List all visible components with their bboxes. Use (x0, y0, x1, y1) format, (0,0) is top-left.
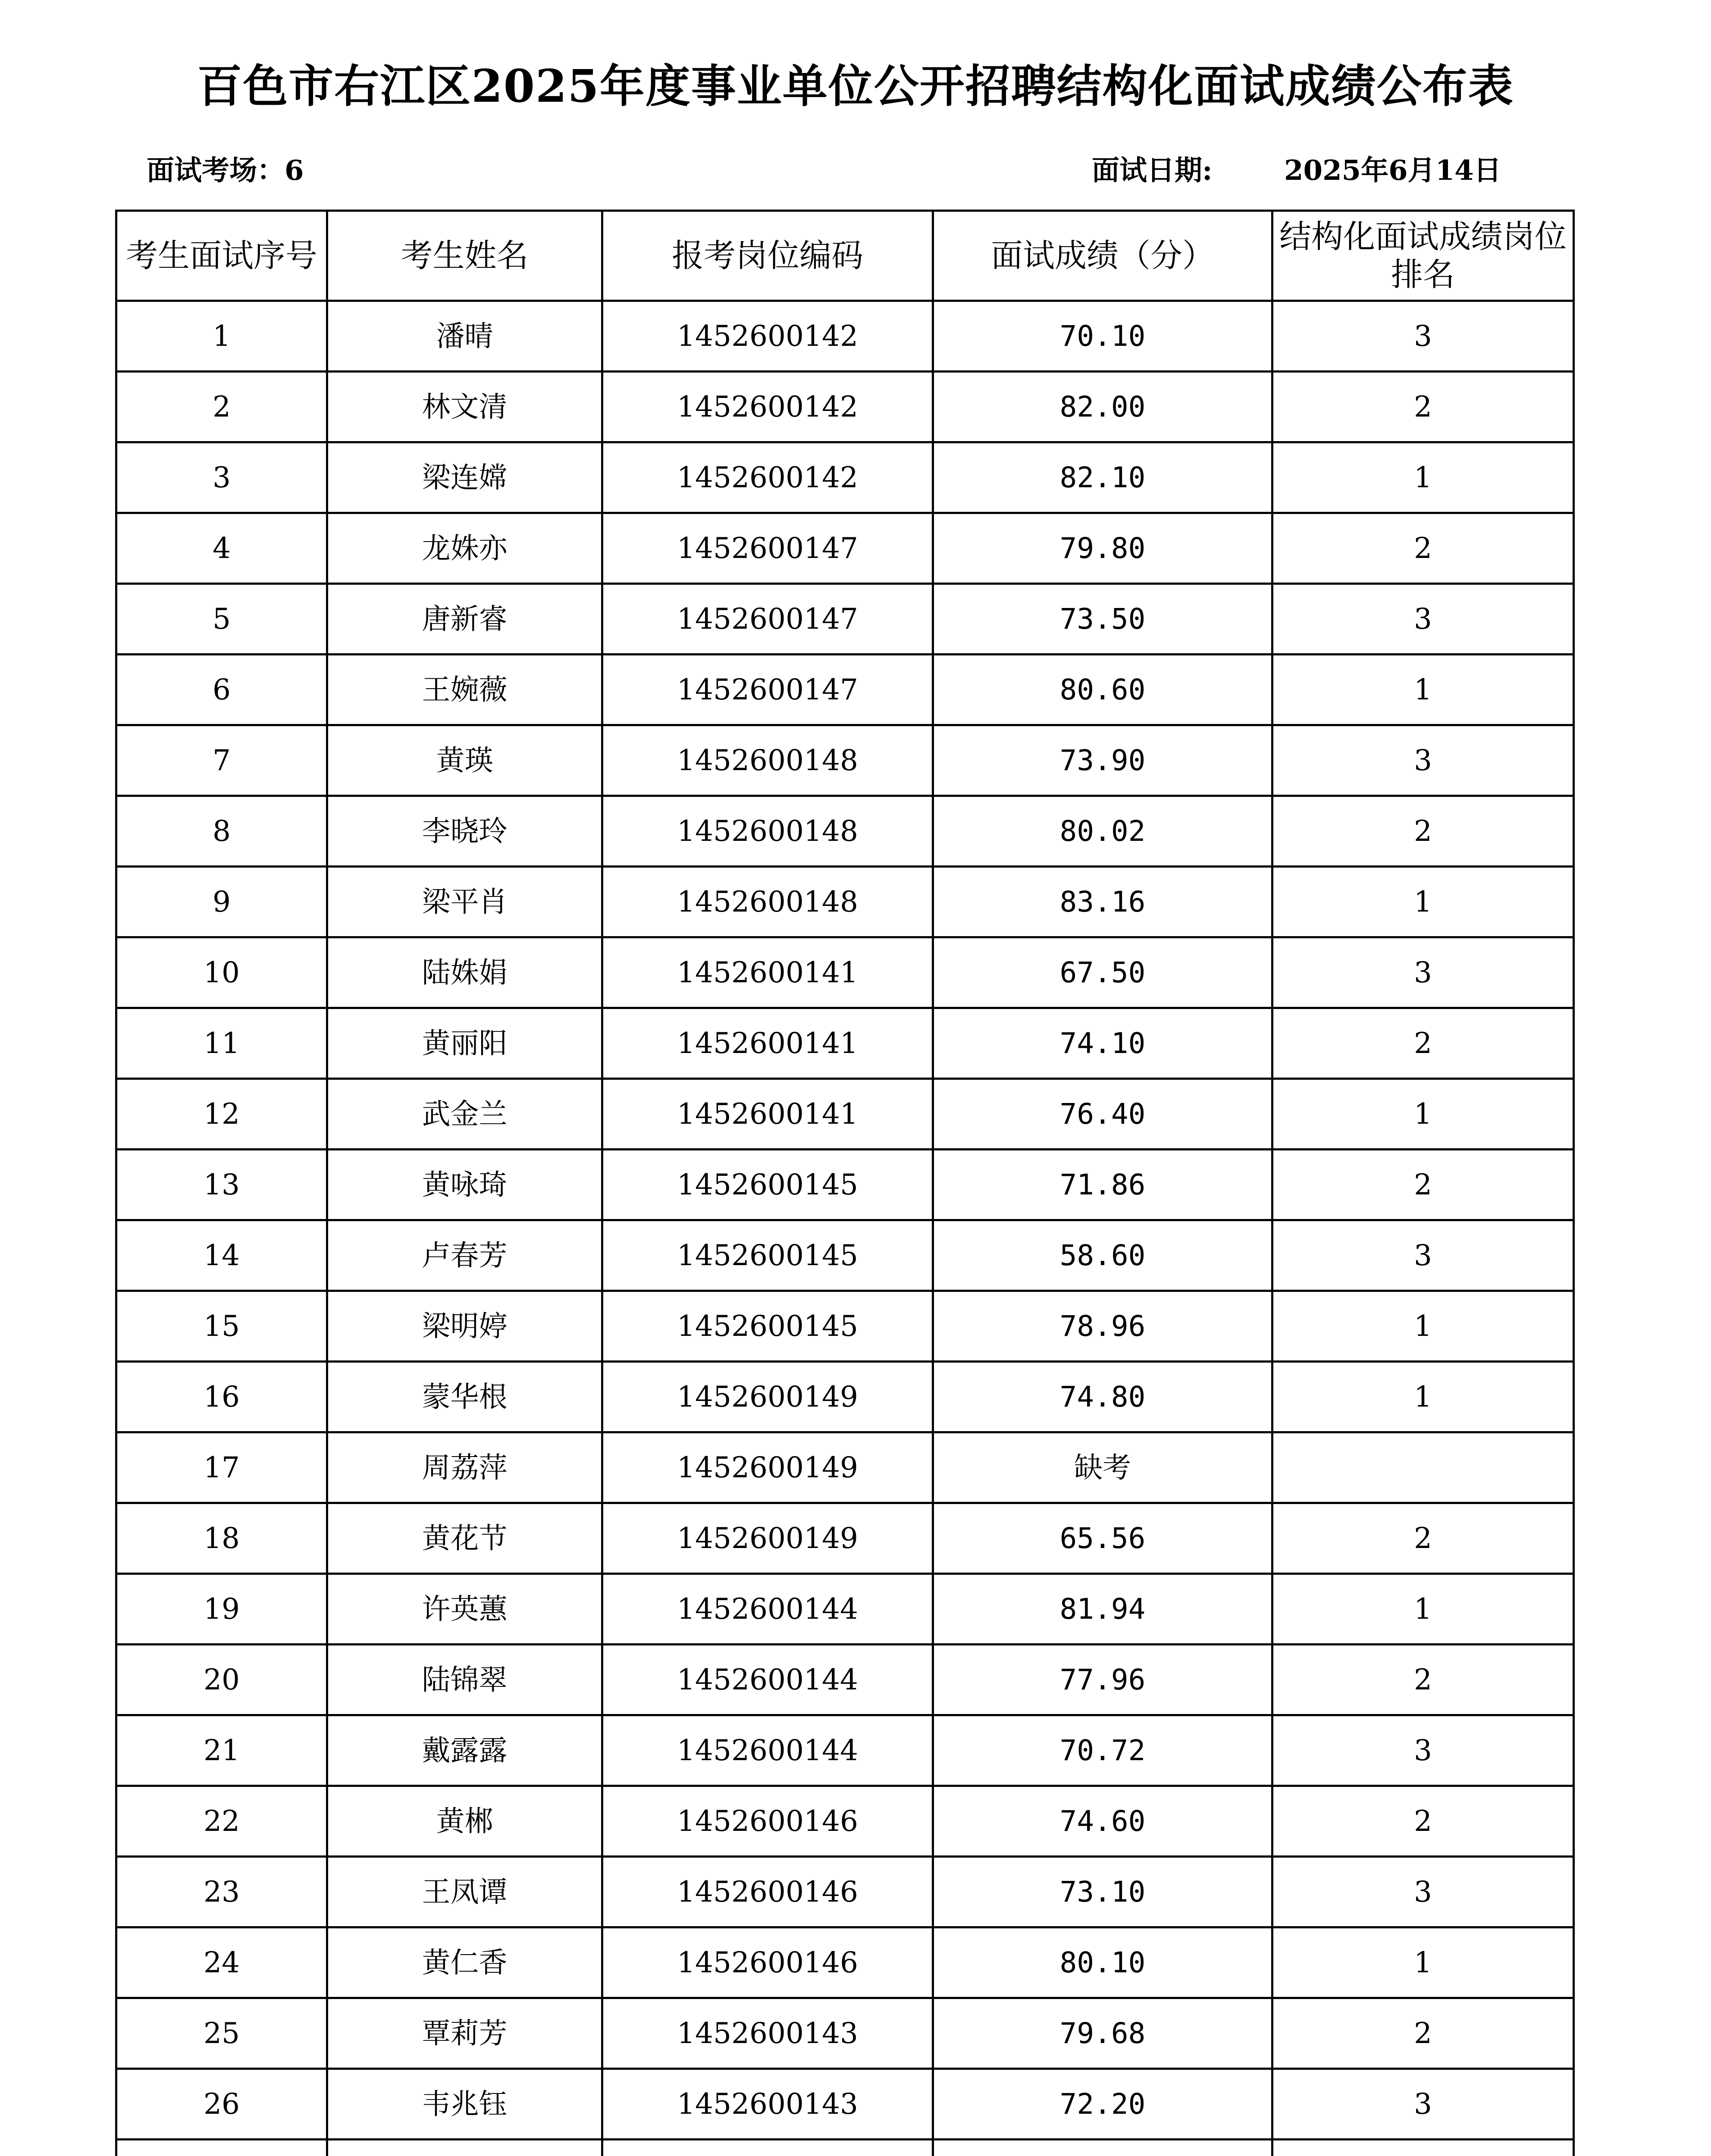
cell-seq: 4 (116, 513, 327, 584)
cell-rank: 1 (1272, 867, 1574, 937)
cell-score: 67.50 (933, 937, 1272, 1008)
cell-rank: 3 (1272, 1715, 1574, 1786)
score-table (115, 210, 1575, 2156)
cell-rank: 2 (1272, 796, 1574, 867)
cell-rank: 1 (1272, 1291, 1574, 1362)
table-row (116, 442, 1574, 513)
cell-post-code: 1452600141 (602, 1079, 933, 1150)
table-row (116, 513, 1574, 584)
cell-name: 李晓玲 (327, 796, 602, 867)
cell-score: 73.90 (933, 725, 1272, 796)
cell-score: 70.10 (933, 301, 1272, 372)
table-row (116, 301, 1574, 372)
cell-score: 79.68 (933, 1998, 1272, 2069)
cell-name: 许英蕙 (327, 1574, 602, 1645)
cell-seq: 25 (116, 1998, 327, 2069)
cell-seq: 20 (116, 1645, 327, 1715)
cell-name: 黄仁香 (327, 1927, 602, 1998)
cell-rank: 2 (1272, 1786, 1574, 1857)
cell-score (933, 2140, 1272, 2156)
cell-seq: 17 (116, 1432, 327, 1503)
table-row (116, 2069, 1574, 2140)
cell-seq: 9 (116, 867, 327, 937)
cell-rank: 3 (1272, 1220, 1574, 1291)
cell-score: 78.96 (933, 1291, 1272, 1362)
header-seq: 考生面试序号 (116, 211, 327, 301)
header-name: 考生姓名 (327, 211, 602, 301)
cell-score: 79.80 (933, 513, 1272, 584)
cell-post-code: 1452600146 (602, 1786, 933, 1857)
cell-name: 周荔萍 (327, 1432, 602, 1503)
cell-rank: 3 (1272, 584, 1574, 655)
cell-post-code: 1452600147 (602, 655, 933, 725)
cell-rank: 3 (1272, 301, 1574, 372)
cell-rank: 1 (1272, 442, 1574, 513)
cell-post-code: 1452600148 (602, 725, 933, 796)
table-row (116, 1503, 1574, 1574)
cell-post-code: 1452600149 (602, 1503, 933, 1574)
cell-rank: 1 (1272, 1574, 1574, 1645)
interview-date-label: 面试日期: (1092, 154, 1213, 187)
cell-score: 76.40 (933, 1079, 1272, 1150)
cell-rank: 2 (1272, 513, 1574, 584)
cell-name: 韦兆钰 (327, 2069, 602, 2140)
table-row (116, 867, 1574, 937)
cell-rank: 3 (1272, 1857, 1574, 1927)
table-row (116, 1998, 1574, 2069)
cell-score: 81.94 (933, 1574, 1272, 1645)
cell-score: 77.96 (933, 1645, 1272, 1715)
table-row (116, 1432, 1574, 1503)
cell-rank: 1 (1272, 655, 1574, 725)
header-row (116, 211, 1574, 301)
cell-seq: 14 (116, 1220, 327, 1291)
cell-post-code: 1452600144 (602, 1574, 933, 1645)
cell-post-code: 1452600143 (602, 2069, 933, 2140)
cell-score: 缺考 (933, 1432, 1272, 1503)
table-row (116, 725, 1574, 796)
cell-seq: 16 (116, 1362, 327, 1432)
cell-post-code: 1452600149 (602, 1362, 933, 1432)
exam-room-label: 面试考场：6 (147, 154, 304, 187)
cell-score: 71.86 (933, 1150, 1272, 1220)
cell-rank: 1 (1272, 1079, 1574, 1150)
cell-score: 73.10 (933, 1857, 1272, 1927)
cell-rank (1272, 1432, 1574, 1503)
cell-score: 73.50 (933, 584, 1272, 655)
cell-score: 82.00 (933, 372, 1272, 442)
cell-seq: 10 (116, 937, 327, 1008)
cell-seq: 2 (116, 372, 327, 442)
cell-rank: 3 (1272, 937, 1574, 1008)
cell-post-code: 1452600142 (602, 301, 933, 372)
cell-score: 80.60 (933, 655, 1272, 725)
cell-name: 覃莉芳 (327, 1998, 602, 2069)
cell-score: 80.02 (933, 796, 1272, 867)
cell-seq: 1 (116, 301, 327, 372)
cell-post-code (602, 2140, 933, 2156)
cell-post-code: 1452600147 (602, 513, 933, 584)
cell-score: 70.72 (933, 1715, 1272, 1786)
cell-score: 83.16 (933, 867, 1272, 937)
cell-seq: 6 (116, 655, 327, 725)
cell-seq: 22 (116, 1786, 327, 1857)
cell-name: 潘晴 (327, 301, 602, 372)
cell-rank: 1 (1272, 1362, 1574, 1432)
cell-post-code: 1452600145 (602, 1291, 933, 1362)
cell-seq: 8 (116, 796, 327, 867)
table-row (116, 2140, 1574, 2156)
cell-rank: 3 (1272, 2069, 1574, 2140)
cell-seq: 23 (116, 1857, 327, 1927)
cell-rank: 2 (1272, 1645, 1574, 1715)
cell-post-code: 1452600144 (602, 1715, 933, 1786)
cell-seq: 3 (116, 442, 327, 513)
cell-post-code: 1452600147 (602, 584, 933, 655)
cell-seq: 18 (116, 1503, 327, 1574)
cell-name: 黄丽阳 (327, 1008, 602, 1079)
cell-rank: 2 (1272, 1008, 1574, 1079)
cell-name: 王婉薇 (327, 655, 602, 725)
cell-post-code: 1452600146 (602, 1927, 933, 1998)
cell-name: 梁明婷 (327, 1291, 602, 1362)
cell-score: 72.20 (933, 2069, 1272, 2140)
cell-post-code: 1452600148 (602, 796, 933, 867)
cell-seq: 12 (116, 1079, 327, 1150)
cell-name: 唐新睿 (327, 584, 602, 655)
cell-post-code: 1452600141 (602, 937, 933, 1008)
table-row (116, 796, 1574, 867)
cell-rank (1272, 2140, 1574, 2156)
cell-rank: 2 (1272, 372, 1574, 442)
table-body (116, 301, 1574, 2156)
table-row (116, 1079, 1574, 1150)
cell-score: 80.10 (933, 1927, 1272, 1998)
cell-post-code: 1452600141 (602, 1008, 933, 1079)
cell-post-code: 1452600145 (602, 1220, 933, 1291)
cell-name: 黄花节 (327, 1503, 602, 1574)
cell-score: 74.10 (933, 1008, 1272, 1079)
cell-seq: 15 (116, 1291, 327, 1362)
table-row (116, 1927, 1574, 1998)
header-post-code: 报考岗位编码 (602, 211, 933, 301)
table-row (116, 1786, 1574, 1857)
cell-score: 82.10 (933, 442, 1272, 513)
page-title: 百色市右江区2025年度事业单位公开招聘结构化面试成绩公布表 (197, 60, 1514, 113)
table-row (116, 372, 1574, 442)
cell-name: 卢春芳 (327, 1220, 602, 1291)
cell-name (327, 2140, 602, 2156)
cell-rank: 2 (1272, 1998, 1574, 2069)
cell-name: 黄咏琦 (327, 1150, 602, 1220)
interview-date-value: 2025年6月14日 (1284, 154, 1501, 187)
cell-name: 梁平肖 (327, 867, 602, 937)
cell-name: 武金兰 (327, 1079, 602, 1150)
cell-post-code: 1452600144 (602, 1645, 933, 1715)
cell-score: 58.60 (933, 1220, 1272, 1291)
cell-name: 蒙华根 (327, 1362, 602, 1432)
cell-name: 陆姝娟 (327, 937, 602, 1008)
header-rank: 结构化面试成绩岗位排名 (1272, 211, 1574, 301)
table-row (116, 1362, 1574, 1432)
table-row (116, 1150, 1574, 1220)
table-row (116, 1220, 1574, 1291)
table-row (116, 655, 1574, 725)
cell-seq: 7 (116, 725, 327, 796)
table-row (116, 1291, 1574, 1362)
cell-seq: 11 (116, 1008, 327, 1079)
cell-name: 戴露露 (327, 1715, 602, 1786)
cell-name: 梁连嫦 (327, 442, 602, 513)
cell-name: 林文清 (327, 372, 602, 442)
cell-name: 王凤谭 (327, 1857, 602, 1927)
table-row (116, 1715, 1574, 1786)
cell-seq: 13 (116, 1150, 327, 1220)
cell-score: 65.56 (933, 1503, 1272, 1574)
cell-seq (116, 2140, 327, 2156)
cell-score: 74.80 (933, 1362, 1272, 1432)
table-row (116, 1008, 1574, 1079)
cell-seq: 26 (116, 2069, 327, 2140)
cell-rank: 3 (1272, 725, 1574, 796)
cell-post-code: 1452600142 (602, 372, 933, 442)
cell-post-code: 1452600149 (602, 1432, 933, 1503)
header-score: 面试成绩（分） (933, 211, 1272, 301)
table-header (116, 211, 1574, 301)
cell-post-code: 1452600145 (602, 1150, 933, 1220)
cell-post-code: 1452600146 (602, 1857, 933, 1927)
table-row (116, 1574, 1574, 1645)
cell-name: 龙姝亦 (327, 513, 602, 584)
cell-score: 74.60 (933, 1786, 1272, 1857)
cell-seq: 24 (116, 1927, 327, 1998)
cell-seq: 5 (116, 584, 327, 655)
cell-post-code: 1452600148 (602, 867, 933, 937)
table-row (116, 1857, 1574, 1927)
cell-post-code: 1452600143 (602, 1998, 933, 2069)
table-row (116, 1645, 1574, 1715)
cell-post-code: 1452600142 (602, 442, 933, 513)
table-row (116, 937, 1574, 1008)
cell-rank: 2 (1272, 1503, 1574, 1574)
cell-seq: 19 (116, 1574, 327, 1645)
cell-rank: 2 (1272, 1150, 1574, 1220)
cell-name: 黄郴 (327, 1786, 602, 1857)
cell-name: 黄瑛 (327, 725, 602, 796)
cell-rank: 1 (1272, 1927, 1574, 1998)
cell-seq: 21 (116, 1715, 327, 1786)
cell-name: 陆锦翠 (327, 1645, 602, 1715)
table-row (116, 584, 1574, 655)
